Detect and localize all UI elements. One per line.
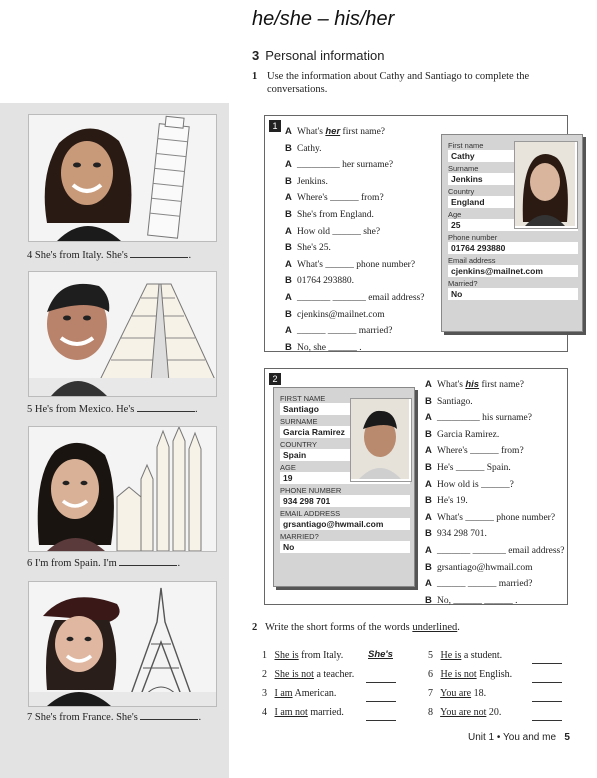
line-text: How old is ______? <box>437 479 514 490</box>
line-text: ______ ______ married? <box>437 579 533 590</box>
dialogue-line <box>285 273 424 290</box>
line-text-end: first name? <box>340 127 385 137</box>
item-number: 7 <box>428 688 433 699</box>
card-field-label: AGE <box>280 463 296 472</box>
item-rest: a teacher. <box>313 669 355 680</box>
exercise-2-item <box>428 650 502 661</box>
spain-illustration <box>29 427 216 551</box>
card-field-label: Email address <box>448 256 496 265</box>
dialogue-line <box>285 157 424 174</box>
speaker-label: A <box>285 192 292 204</box>
card-field-label: COUNTRY <box>280 440 317 449</box>
id-card-cathy <box>441 134 583 332</box>
underlined-words: He is not <box>440 669 477 680</box>
card-field-value: cjenkins@mailnet.com <box>448 265 578 277</box>
line-text: He's 19. <box>437 496 468 507</box>
speaker-label: B <box>425 594 432 606</box>
card-field-label: Age <box>448 210 462 219</box>
item-number: 5 <box>428 650 433 661</box>
speaker-label: A <box>425 445 432 457</box>
line-text: Cathy. <box>297 143 322 154</box>
line-text: ______ ______ married? <box>297 326 393 337</box>
speaker-label: A <box>425 544 432 556</box>
line-text: How old ______ she? <box>297 226 381 237</box>
example-answer: his <box>465 379 480 390</box>
line-text: _________ her surname? <box>297 160 394 171</box>
card-field-value: 934 298 701 <box>280 495 410 507</box>
card-field-value: grsantiago@hwmail.com <box>280 518 410 530</box>
speaker-label: B <box>285 275 292 287</box>
speaker-label: A <box>425 379 432 390</box>
exercise-1-instruction: 1 Use the information about Cathy and Santiago to complete the conversations. <box>252 71 530 95</box>
item-rest: 20. <box>486 707 502 718</box>
page-footer: Unit 1 • You and me 5 <box>468 732 570 743</box>
line-text: No, she ______ . <box>297 342 362 353</box>
dialogue-line <box>285 323 424 340</box>
answer-line[interactable] <box>532 700 562 702</box>
line-text: What's ______ phone number? <box>437 512 556 523</box>
card-field-label: First name <box>448 141 484 150</box>
speaker-label: A <box>285 325 292 337</box>
answer-line[interactable] <box>366 681 396 683</box>
dialogue-line <box>425 443 564 460</box>
caption-7: 7 She's from France. She's . <box>27 712 202 723</box>
id-card-santiago <box>273 387 415 587</box>
line-text: 01764 293880. <box>297 276 354 287</box>
line-text: Santiago. <box>437 396 473 407</box>
photo-mexico <box>28 271 217 397</box>
speaker-label: A <box>425 511 432 523</box>
card-field-label: Country <box>448 187 475 196</box>
line-text: What's <box>297 127 326 137</box>
dialogue-line <box>425 543 564 560</box>
dialogue-line <box>285 174 424 191</box>
underlined-words: He is <box>440 650 462 661</box>
item-number: 4 <box>262 707 267 718</box>
card-field-label: FIRST NAME <box>280 394 326 403</box>
speaker-label: B <box>425 428 432 440</box>
photo-santiago <box>350 398 412 482</box>
line-text: 934 298 701. <box>437 529 487 540</box>
card-field-label: Surname <box>448 164 479 173</box>
line-text: She's from England. <box>297 209 374 220</box>
box-2-number: 2 <box>269 373 281 385</box>
card-field-value: Jenkins <box>448 173 514 185</box>
item-rest: married. <box>307 707 344 718</box>
card-field-label: Married? <box>448 279 478 288</box>
photo-spain <box>28 426 217 552</box>
dialogue-line <box>285 257 424 274</box>
dialogue-line <box>425 460 564 477</box>
left-panel <box>0 103 229 778</box>
card-field-value: Santiago <box>280 403 350 415</box>
answer-line[interactable] <box>532 662 562 664</box>
france-illustration <box>29 582 216 706</box>
item-rest: English. <box>476 669 513 680</box>
box-1-number: 1 <box>269 120 281 132</box>
card-field-value: Cathy <box>448 150 514 162</box>
speaker-label: A <box>425 412 432 424</box>
exercise-2-instruction: 2 Write the short forms of the words underlined. <box>252 622 460 633</box>
photo-france <box>28 581 217 707</box>
card-field-label: Phone number <box>448 233 498 242</box>
line-text: _______ _______ email address? <box>437 545 565 556</box>
dialogue-line <box>285 141 424 158</box>
answer-line[interactable] <box>366 700 396 702</box>
line-text: cjenkins@mailnet.com <box>297 309 385 320</box>
card-field-value: Spain <box>280 449 350 461</box>
dialogue-line <box>425 394 564 411</box>
conversation-box-1 <box>264 115 568 352</box>
item-number: 1 <box>262 650 267 661</box>
exercise-2-item <box>262 688 336 699</box>
underlined-words: You are not <box>440 707 487 718</box>
card-field-value: 25 <box>448 219 578 231</box>
speaker-label: B <box>425 395 432 407</box>
exercise-2-item <box>262 669 354 680</box>
dialogue-line <box>425 477 564 494</box>
line-text: _________ his surname? <box>437 413 532 424</box>
dialogue-line <box>425 593 564 610</box>
item-number: 8 <box>428 707 433 718</box>
dialogue-line <box>425 493 564 510</box>
mexico-illustration <box>29 272 216 396</box>
line-text: _______ _______ email address? <box>297 292 425 303</box>
item-number: 6 <box>428 669 433 680</box>
page-title: he/she – his/her <box>252 8 395 30</box>
italy-illustration <box>29 115 216 241</box>
dialogue-line <box>425 427 564 444</box>
exercise-2-item <box>428 707 501 718</box>
cathy-photo-icon <box>515 142 575 226</box>
underlined-words: She is not <box>274 669 314 680</box>
caption-5: 5 He's from Mexico. He's . <box>27 404 198 415</box>
line-text: She's 25. <box>297 243 331 254</box>
underlined-words: I am not <box>274 707 308 718</box>
section-3-heading: 3 Personal information <box>252 48 385 63</box>
conversation-2 <box>425 377 564 609</box>
speaker-label: B <box>425 461 432 473</box>
speaker-label: B <box>285 242 292 254</box>
item-rest: 18. <box>471 688 487 699</box>
underlined-words: She is <box>274 650 299 661</box>
underlined-words: I am <box>274 688 293 699</box>
speaker-label: A <box>285 159 292 171</box>
card-field-label: SURNAME <box>280 417 318 426</box>
card-field-value: Garcia Ramirez <box>280 426 386 438</box>
line-text: Jenkins. <box>297 176 328 187</box>
speaker-label: A <box>285 225 292 237</box>
card-field-value: 01764 293880 <box>448 242 578 254</box>
dialogue-line <box>425 510 564 527</box>
dialogue-line <box>285 240 424 257</box>
answer-line[interactable] <box>532 681 562 683</box>
dialogue-line <box>285 190 424 207</box>
line-text: What's <box>437 380 466 390</box>
speaker-label: B <box>285 175 292 187</box>
item-rest: a student. <box>461 650 503 661</box>
card-field-value: No <box>280 541 410 553</box>
line-text: Where's ______ from? <box>297 193 384 204</box>
item-rest: American. <box>292 688 337 699</box>
photo-cathy <box>514 141 578 229</box>
conversation-box-2 <box>264 368 568 605</box>
dialogue-line <box>285 124 424 141</box>
dialogue-line <box>285 290 424 307</box>
card-field-label: PHONE NUMBER <box>280 486 342 495</box>
line-text: No, ______ ______ . <box>437 595 518 606</box>
card-field-value: England <box>448 196 514 208</box>
underlined-words: You are <box>440 688 472 699</box>
speaker-label: B <box>285 308 292 320</box>
card-1-fields <box>448 141 543 302</box>
page-number: 5 <box>564 732 570 743</box>
dialogue-line <box>425 377 564 394</box>
santiago-photo-icon <box>351 399 409 479</box>
exercise-2-item <box>262 707 344 718</box>
line-text: grsantiago@hwmail.com <box>437 562 533 573</box>
exercise-2-item <box>428 688 486 699</box>
item-rest: from Italy. <box>298 650 344 661</box>
dialogue-line <box>425 576 564 593</box>
caption-6: 6 I'm from Spain. I'm . <box>27 558 181 569</box>
item-number: 2 <box>262 669 267 680</box>
line-text: He's ______ Spain. <box>437 462 511 473</box>
example-answer: She's <box>368 649 393 660</box>
photo-italy <box>28 114 217 242</box>
speaker-label: B <box>285 208 292 220</box>
card-field-label: EMAIL ADDRESS <box>280 509 341 518</box>
dialogue-line <box>285 307 424 324</box>
answer-line[interactable] <box>532 719 562 721</box>
speaker-label: A <box>285 126 292 137</box>
answer-line[interactable] <box>366 719 396 721</box>
card-field-value: 19 <box>280 472 410 484</box>
speaker-label: B <box>285 341 292 353</box>
card-field-value: No <box>448 288 578 300</box>
line-text: What's ______ phone number? <box>297 259 416 270</box>
speaker-label: A <box>425 578 432 590</box>
line-text: Where's ______ from? <box>437 446 524 457</box>
example-answer: her <box>325 126 341 137</box>
dialogue-line <box>425 560 564 577</box>
caption-4: 4 She's from Italy. She's . <box>27 250 192 261</box>
speaker-label: B <box>425 528 432 540</box>
conversation-1 <box>285 124 424 356</box>
dialogue-line <box>425 410 564 427</box>
speaker-label: B <box>285 142 292 154</box>
speaker-label: A <box>285 258 292 270</box>
dialogue-line <box>425 526 564 543</box>
exercise-2-item <box>428 669 512 680</box>
dialogue-line <box>285 224 424 241</box>
item-number: 3 <box>262 688 267 699</box>
speaker-label: A <box>285 291 292 303</box>
exercise-2-item <box>262 650 343 661</box>
dialogue-line <box>285 207 424 224</box>
line-text: Garcia Ramirez. <box>437 429 500 440</box>
speaker-label: A <box>425 478 432 490</box>
speaker-label: B <box>425 495 432 507</box>
card-field-label: MARRIED? <box>280 532 319 541</box>
speaker-label: B <box>425 561 432 573</box>
dialogue-line <box>285 340 424 357</box>
line-text-end: first name? <box>479 380 524 390</box>
